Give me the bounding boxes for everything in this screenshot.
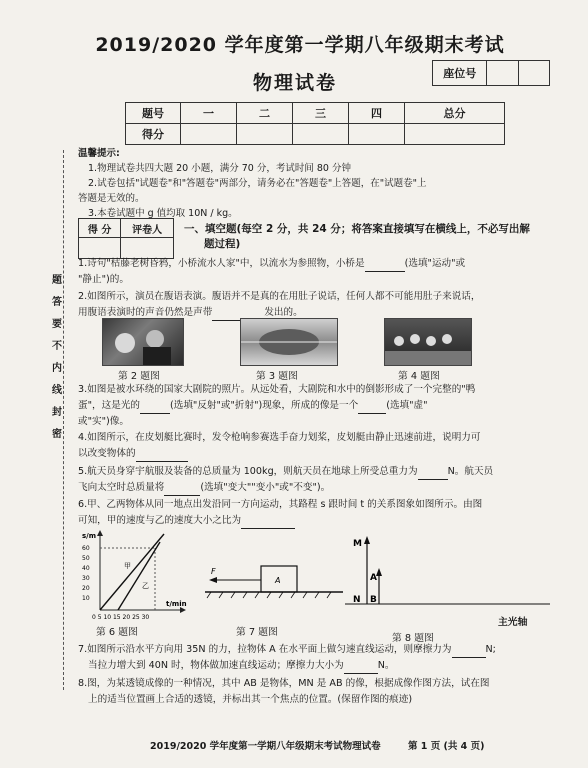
- fig3-caption: 第 3 题图: [256, 371, 298, 382]
- score-col-header: 总分: [405, 103, 505, 124]
- fig8-label-N: N: [353, 595, 361, 605]
- fig4-photo: [384, 318, 472, 366]
- fig7-force-label: F: [211, 567, 216, 576]
- seal-char: 封: [52, 407, 62, 418]
- seal-char: 内: [52, 363, 62, 374]
- q2-text: 2.如图所示，演员在腹语表演。腹语并不是真的在用肚子说话，任何人都不可能用肚子来说话，: [78, 291, 481, 302]
- q7-text: 当拉力增大到 40N 时，物体做加速直线运动；摩擦力大小为: [88, 660, 344, 671]
- section1-title-line2: 题过程): [204, 238, 241, 250]
- seat-label: 座位号: [433, 61, 487, 86]
- fig6-graph: [80, 528, 192, 620]
- fig2-caption: 第 2 题图: [118, 371, 160, 382]
- fig8-axis-label: 主光轴: [498, 617, 528, 628]
- question-4: [78, 430, 563, 462]
- fig8-caption: 第 8 题图: [392, 633, 434, 644]
- score-row-label: 得分: [126, 124, 181, 145]
- score-col-header: 一: [181, 103, 237, 124]
- graph-label-jia: 甲: [124, 562, 131, 570]
- question-2: [78, 289, 563, 321]
- q8-text: 上的适当位置画上合适的透镜，并标出其一个焦点的位置。(保留作图的痕迹): [88, 694, 413, 705]
- exam-subtitle: 物理试卷: [252, 72, 337, 94]
- fig7-force-arrow: [209, 577, 217, 583]
- q1-blank[interactable]: [365, 259, 405, 272]
- exam-title: 2019/2020 学年度第一学期八年级期末考试: [95, 34, 505, 56]
- tip-item: 1.物理试卷共四大题 20 小题，满分 70 分，考试时间 80 分钟: [88, 163, 351, 174]
- q5-blank-1[interactable]: [418, 467, 448, 480]
- graph-xlabel: t/min: [166, 600, 187, 608]
- question-5: [78, 464, 563, 496]
- q7-blank-2[interactable]: [344, 661, 378, 674]
- fig3-photo: [240, 318, 338, 366]
- graph-ytick: 50: [82, 555, 90, 562]
- q5-text: 飞向太空时总质量将: [78, 482, 165, 493]
- graph-ytick: 20: [82, 585, 90, 592]
- seat-cell-1[interactable]: [487, 61, 518, 86]
- seal-line-warning: [50, 270, 64, 446]
- q6-blank[interactable]: [241, 516, 295, 529]
- fig3-photo-art: [241, 319, 337, 365]
- graph-line-yi: [118, 542, 160, 610]
- seal-char: 题: [52, 275, 62, 286]
- grader-box: [78, 218, 174, 259]
- fig4-photo-art: [385, 319, 471, 365]
- q3-blank-2[interactable]: [358, 401, 386, 414]
- graph-y-arrow: [97, 530, 103, 536]
- q5-text: N。航天员: [447, 466, 494, 477]
- q4-blank[interactable]: [136, 449, 188, 462]
- seal-char: 不: [52, 341, 62, 352]
- q7-text: 7.如图所示沿水平方向用 35N 的力，拉物体 A 在水平面上做匀速直线运动，则摩擦力为: [78, 644, 452, 655]
- section1-title: [184, 222, 564, 252]
- seal-dashed-line: [63, 150, 64, 690]
- score-row-label: 题号: [126, 103, 181, 124]
- score-col-header: 二: [237, 103, 293, 124]
- q1-text: (选填"运动"或: [404, 258, 466, 269]
- score-col-header: 四: [349, 103, 405, 124]
- fig2-photo: [102, 318, 184, 366]
- q7-blank-1[interactable]: [452, 645, 486, 658]
- fig4-caption: 第 4 题图: [398, 371, 440, 382]
- fig8-image-arrow: [364, 536, 370, 544]
- q3-text: (选填"虚": [386, 400, 428, 411]
- fig8-label-A: A: [370, 573, 377, 583]
- fig2-photo-art: [103, 319, 183, 365]
- q3-text: 或"实")像。: [78, 416, 129, 427]
- graph-ytick: 30: [82, 575, 90, 582]
- q6-text: 可知，甲的速度与乙的速度大小之比为: [78, 515, 242, 526]
- q7-text: N。: [377, 660, 395, 671]
- graph-ylabel: s/m: [82, 532, 97, 540]
- section1-title-line1: 一、填空题(每空 2 分，共 24 分；将答案直接填写在横线上，不必写出解: [184, 223, 530, 235]
- footer-page-number: 第 1 页 (共 4 页): [408, 741, 485, 752]
- q3-blank-1[interactable]: [140, 401, 170, 414]
- score-cell[interactable]: [405, 124, 505, 145]
- q8-text: 8.图，为某透镜成像的一种情况，其中 AB 是物体，MN 是 AB 的像，根据成像作图方法，试在图: [78, 678, 490, 689]
- q4-text: 以改变物体的: [78, 448, 136, 459]
- q3-text: (选填"反射"或"折射")现象，所成的像是一个: [169, 400, 359, 411]
- graph-ytick: 40: [82, 565, 90, 572]
- footer-title: 2019/2020 学年度第一学期八年级期末考试物理试卷: [150, 741, 381, 752]
- graph-xticks: 0 5 10 15 20 25 30: [92, 614, 150, 620]
- grader-name-label: 评卷人: [121, 219, 174, 238]
- tip-item: 2.试卷包括"试题卷"和"答题卷"两部分，请务必在"答题卷"上答题，在"试题卷"上: [88, 178, 427, 189]
- fig6-caption: 第 6 题图: [96, 627, 138, 638]
- score-cell[interactable]: [237, 124, 293, 145]
- seat-number-box: [432, 60, 550, 86]
- graph-label-yi: 乙: [142, 582, 149, 590]
- question-6: [78, 497, 563, 529]
- seal-char: 线: [52, 385, 62, 396]
- score-cell[interactable]: [181, 124, 237, 145]
- score-table: [125, 102, 505, 145]
- graph-line-jia: [100, 534, 164, 610]
- q3-text: 蛋"，这是光的: [78, 400, 140, 411]
- seat-cell-2[interactable]: [518, 61, 549, 86]
- q5-text: (选填"变大""变小"或"不变")。: [200, 482, 331, 493]
- q6-text: 6.甲、乙两物体从同一地点出发沿同一方向运动，其路程 s 跟时间 t 的关系图象如图所示。由图: [78, 499, 483, 510]
- q2-text: 用腹语表演时的声音仍然是声带: [78, 307, 213, 318]
- q5-blank-2[interactable]: [164, 483, 200, 496]
- question-1: [78, 256, 563, 288]
- seal-char: 要: [52, 319, 62, 330]
- tip-item: 答题是无效的。: [78, 193, 145, 204]
- score-cell[interactable]: [349, 124, 405, 145]
- score-col-header: 三: [293, 103, 349, 124]
- question-7: [78, 642, 563, 674]
- fig7-block-label: A: [275, 576, 281, 585]
- q1-text: 1.诗句"枯藤老树昏鸦，小桥流水人家"中，以流水为参照物，小桥是: [78, 258, 365, 269]
- fig7-caption: 第 7 题图: [236, 627, 278, 638]
- score-cell[interactable]: [293, 124, 349, 145]
- tip-item: 3.本卷试题中 g 值均取 10N / kg。: [88, 208, 238, 219]
- q1-text: "静止")的。: [78, 274, 129, 285]
- question-8: [78, 676, 563, 708]
- seal-char: 密: [52, 429, 62, 440]
- q4-text: 4.如图所示，在皮划艇比赛时，发令枪响参赛选手奋力划桨，皮划艇由静止迅速前进，说明力可: [78, 432, 481, 443]
- fig8-label-B: B: [370, 595, 377, 605]
- grader-score-label: 得 分: [79, 219, 121, 238]
- graph-ytick: 10: [82, 595, 90, 602]
- q3-text: 3.如图是被水环绕的国家大剧院的照片。从远处看，大剧院和水中的倒影形成了一个完整的"鸭: [78, 384, 476, 395]
- q7-text: N;: [485, 644, 496, 655]
- q5-text: 5.航天员身穿宇航服及装备的总质量为 100kg，则航天员在地球上所受总重力为: [78, 466, 418, 477]
- graph-ytick: 60: [82, 545, 90, 552]
- fig8-diagram: [345, 528, 555, 628]
- fig7-ground-hatch: [207, 592, 331, 598]
- seal-char: 答: [52, 297, 62, 308]
- fig8-label-M: M: [353, 539, 362, 549]
- q2-text: 发出的。: [264, 307, 303, 318]
- question-3: [78, 382, 563, 430]
- fig7-diagram: [205, 560, 345, 606]
- tips-heading: 温馨提示:: [78, 148, 120, 159]
- tips-block: [78, 146, 558, 221]
